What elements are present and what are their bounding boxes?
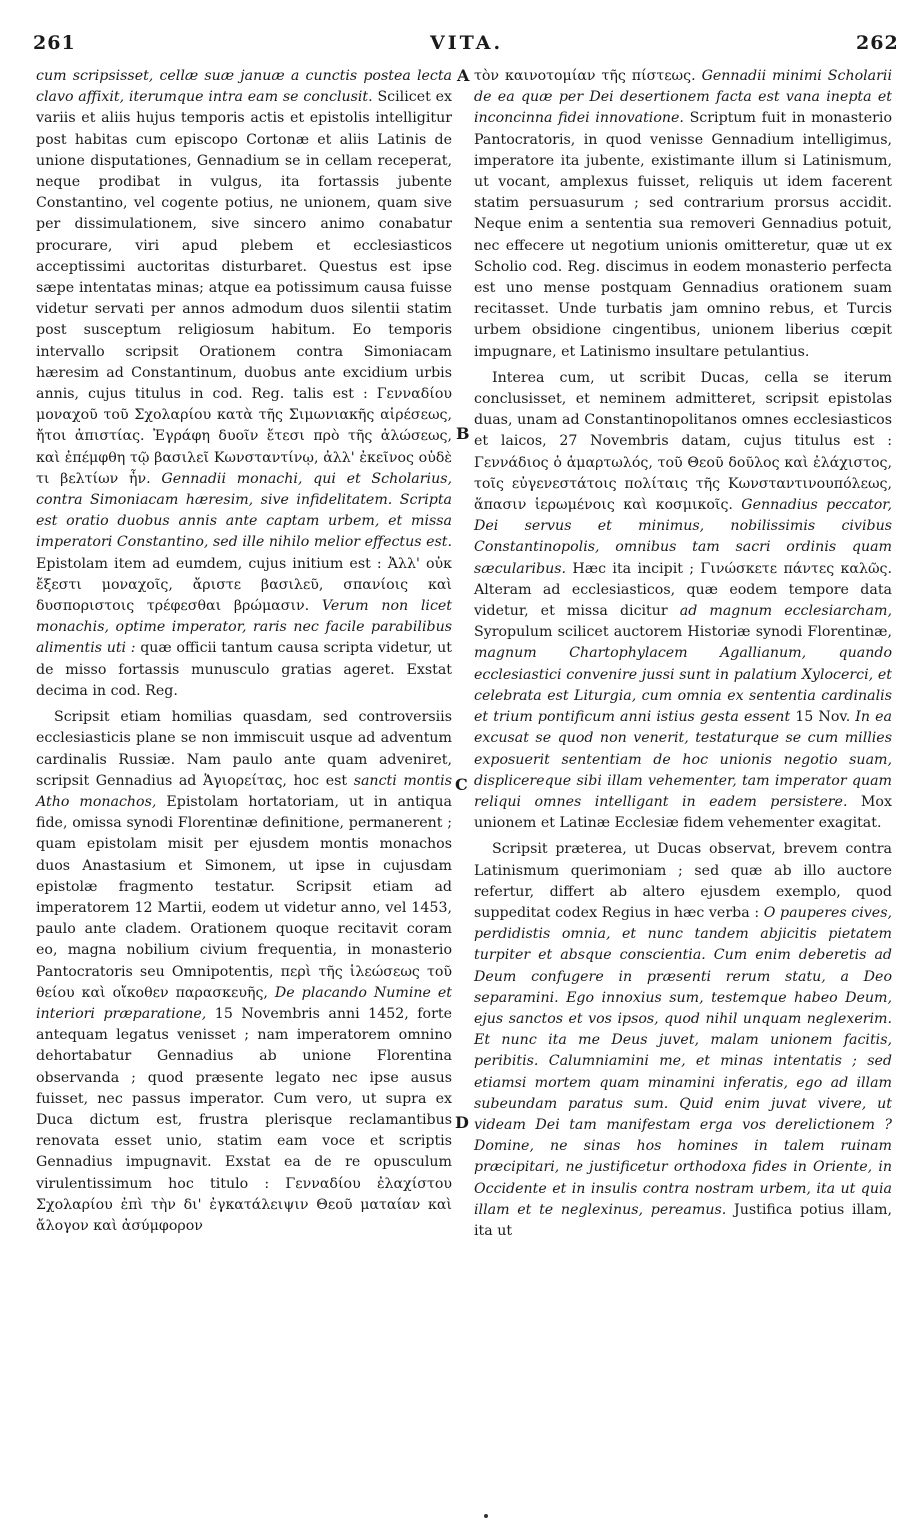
running-head: VITA. xyxy=(430,32,504,54)
paragraph xyxy=(36,707,452,1237)
italic-text: Verum non licet monachis, optime imperator, raris nec facile parabilibus alimentis uti : xyxy=(36,598,452,657)
italic-text: Gennadii minimi Scholarii de ea quæ per Dei desertionem facta est vana inepta et inconcinna fidei innovatione. xyxy=(474,68,892,127)
text: Scripsit etiam homilias quasdam, sed controversiis ecclesiasticis plane se non immiscuit usque ad adventum cardinalis Russiæ. Nam paulo ante quam adveniret, scripsit Gennadius ad Ἁγιορείτας, hoc est xyxy=(36,709,452,789)
text: Justifica potius illam, ita ut xyxy=(474,1201,892,1239)
ink-dot xyxy=(484,1514,488,1518)
text: 15 Nov. xyxy=(790,709,856,726)
italic-text: cum scripsisset, cellæ suæ januæ a cunctis postea lecta clavo affixit, iterumque intra eam se conclusit. xyxy=(36,68,452,106)
page-number-left: 261 xyxy=(33,32,76,54)
margin-letter-c: C xyxy=(455,775,468,794)
paragraph xyxy=(474,66,892,363)
text: Scriptum fuit in monasterio Pantocratoris, in quod venisse Gennadium intelligimus, imperatore ita jubente, existimante illum si Latinismum, ut vocant, amplexus fuisset, reliquis ut idem facerent statim persuasurum ; sed contrarium prorsus accidit. Neque enim a sententia sua removeri Gennadius potuit, nec effecere ut negotium unionis omitteretur, quæ ut ex Scholio cod. Reg. discimus in eodem monasterio perfecta est uno mense postquam Gennadius orationem suam recitasset. Unde turbatis jam omnino rebus, et Turcis urbem obsidione cingentibus, unionem liberius cœpit impugnare, et Latinismo insultare petulantius. xyxy=(474,110,892,360)
text: 15 Novembris anni 1452, forte antequam legatus venisset ; nam imperatorem omnino dehortabatur Gennadius ab unione Florentina observanda ; quod præsente legato nec ipse ausus fuisset, nec passus imperator. Cum vero, ut supra ex Duca dictum est, frustra plerisque reclamantibus renovata esset unio, statim eam voce et scriptis Gennadius impugnavit. Exstat ea de re opusculum virulentissimum hoc titulo : Γενναδίου ἐλαχίστου Σχολαρίου ἐπὶ τὴν δι' ἐγκατάλειψιν Θεοῦ ματαίαν καὶ ἄλογον καὶ ἀσύμφορον xyxy=(36,1005,452,1234)
text: quæ officii tantum causa scripta videtur, ut de misso fortassis munusculo gratias ageret. Exstat decima in cod. Reg. xyxy=(36,640,453,699)
italic-text: Gennadii monachi, qui et Scholarius, contra Simoniacam hæresim, sive infidelitatem. Scripta est oratio duobus annis ante captam urbem, et missa imperatori Constantino, sed ille nihilo melior effectus est. xyxy=(36,470,452,551)
paragraph xyxy=(474,839,892,1242)
text: Scripsit præterea, ut Ducas observat, brevem contra Latinismum querimoniam ; sed quæ ab illo auctore refertur, differt ab altero ejusdem exemplo, quod suppeditat codex Regius in hæc verba : xyxy=(474,841,892,921)
italic-text: sancti montis Atho monachos, xyxy=(36,772,452,810)
right-column xyxy=(474,66,892,1247)
italic-text: De placando Numine et interiori præparatione, xyxy=(36,984,452,1022)
text: Epistolam hortatoriam, ut in antiqua fide, omissa synodi Florentinæ definitione, permanerent ; quam epistolam misit per ejusdem montis monachos duos Anastasium et Simonem, ut ipse in cujusdam epistolæ fragmento testatur. Scripsit etiam ad imperatorem 12 Martii, eodem ut videtur anno, vel 1453, paulo ante cladem. Orationem quoque recitavit coram eo, magna nobilium civium frequentia, in monasterio Pantocratoris seu Omnipotentis, περὶ τῆς ἱλεώσεως τοῦ θείου καὶ οἴκοθεν παρασκευῆς, xyxy=(36,793,452,1001)
text: Scilicet ex variis et aliis hujus temporis actis et epistolis intelligitur post habitas cum episcopo Cortonæ et aliis Latinis de unione disputationes, Gennadium se in cellam receperat, neque prodibat in vulgus, ita fortassis jubente Constantino, vel cogente potius, ne unionem, quam sive per dissimulationem, sive sincero animo conabatur procurare, viri apud plebem et ecclesiasticos acceptissimi auctoritas disturbaret. Questus est ipse sæpe intentatas minas; atque ea potissimum causa fuisse videtur servati per annos admodum duos silentii statim post susceptum religiosum habitum. Eo temporis intervallo scripsit Orationem contra Simoniacam hæresim ad Constantinum, duobus ante excidium urbis annis, cujus titulus in cod. Reg. talis est : Γενναδίου μοναχοῦ τοῦ Σχολαρίου κατὰ τῆς Σιμωνιακῆς αἱρέσεως, ἤτοι ἀπιστίας. Ἐγράφη δυοῖν ἔτεσι πρὸ τῆς ἁλώσεως, καὶ ἐπέμφθη τῷ βασιλεῖ Κωνσταντίνῳ, ἀλλ' ἐκεῖνος οὐδὲ τι βελτίων ἦν. xyxy=(36,89,452,487)
italic-text: Gennadius peccator, Dei servus et minimus, nobilissimis civibus Constantinopolis, omnibus tam sacri ordinis quam sæcularibus. xyxy=(474,497,892,577)
paragraph xyxy=(36,66,452,702)
margin-letter-a: A xyxy=(457,66,470,85)
margin-letter-d: D xyxy=(455,1113,469,1132)
margin-letter-b: B xyxy=(456,424,470,443)
italic-text: O pauperes cives, perdidistis omnia, et nunc tandem abjicitis pietatem turpiter et absque conscientia. Cum enim deberetis ad Deum confugere in præsenti rerum statu, a Deo separamini. Ego innoxius sum, testemque habeo Deum, ejus sanctos et vos ipsos, quod nihil unquam neglexerim. Et nunc ita me Deus juvet, malam unionem facitis, peribitis. Calumniamini me, et minas intentatis ; sed etiamsi mortem quam minamini inferatis, ego ad illam subeundam paratus sum. Quid enim juvat vivere, ut videam Dei tam manifestam erga vos derelictionem ? Domine, ne sinas hos homines in talem ruinam præcipitari, ne justificetur orthodoxa fides in Oriente, in Occidente et in insulis contra nostram urbem, ita ut quia illam et te neglexinus, pereamus. xyxy=(474,904,892,1218)
text: Hæc ita incipit ; Γινώσκετε πάντες καλῶς. Alteram ad ecclesiasticos, quæ eodem tempore data videtur, et missa dicitur xyxy=(474,560,892,620)
page-number-right: 262 xyxy=(856,32,899,54)
text: Syropulum scilicet auctorem Historiæ synodi Florentinæ, xyxy=(474,624,892,641)
italic-text: In ea excusat se quod non venerit, testaturque se cum millies exposuerit sententiam de hoc unionis negotio suam, displicereque sibi illam vehementer, tam imperator quam reliqui omnes intelligant in eadem persistere. xyxy=(474,709,892,810)
text: Mox unionem et Latinæ Ecclesiæ fidem vehementer exagitat. xyxy=(474,793,892,832)
paragraph xyxy=(474,368,892,834)
italic-text: magnum Chartophylacem Agallianum, quando ecclesiastici convenire jussi sunt in palatium Xylocerci, et celebrata est Liturgia, cum omnia ex sententia cardinalis et trium pontificum anni istius gesta essent xyxy=(474,645,892,726)
text: Epistolam item ad eumdem, cujus initium est : Ἀλλ' οὐκ ἔξεστι μοναχοῖς, ἄριστε βασιλεῦ, σπανίοις καὶ δυσποριστοις τρέφεσθαι βρώμασιν. xyxy=(36,555,452,615)
left-column xyxy=(36,66,452,1242)
text: Interea cum, ut scribit Ducas, cella se iterum conclusisset, et neminem admitteret, scripsit epistolas duas, unam ad Constantinopolitanos omnes ecclesiasticos et laicos, 27 Novembris datam, cujus titulus est : Γεννάδιος ὁ ἁμαρτωλός, τοῦ Θεοῦ δοῦλος καὶ ἐλάχιστος, τοῖς εὐγενεστάτοις πολίταις τῆς Κωνσταντινουπόλεως, ἅπασιν ἱερωμένοις καὶ κοσμικοῖς. xyxy=(474,369,892,514)
text: τὸν καινοτομίαν τῆς πίστεως. xyxy=(474,68,696,84)
italic-text: ad magnum ecclesiarcham, xyxy=(679,603,892,620)
